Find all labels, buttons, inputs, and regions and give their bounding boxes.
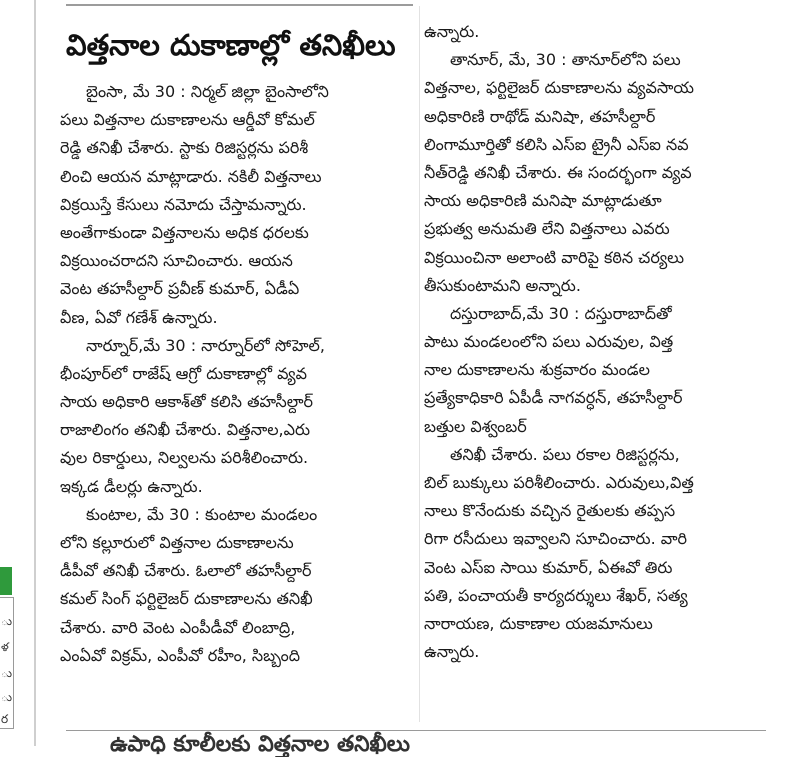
article-text-line: బత్తుల విశ్వంబర్ <box>424 416 527 436</box>
article-text-line: తీసుకుంటామని అన్నారు. <box>424 275 581 295</box>
green-tab <box>0 567 12 595</box>
article-text-line: నీత్‌రెడ్డి తనిఖీ చేశారు. ఈ సందర్భంగా వ్యవ <box>424 162 692 182</box>
article-text-line: రెడ్డి తనిఖీ చేశారు. స్టాకు రిజిస్టర్లను పరిశీ <box>60 138 309 158</box>
article-text-line: విక్రయించరాదని సూచించారు. ఆయన <box>60 251 293 271</box>
article-text-line: ఉన్నారు. <box>424 642 480 662</box>
article-text-line: ఉన్నారు. <box>424 22 480 41</box>
strip-fragment: ు <box>1 690 13 704</box>
article-text-line: డీపీవో తనిఖీ చేశారు. ఓలాలో తహసీల్దార్ <box>60 561 312 581</box>
article-text-line: రాజాలింగం తనిఖీ చేశారు. విత్తనాల,ఎరు <box>60 420 311 440</box>
article-text-line: దస్తురాబాద్,మే 30 : దస్తురాబాద్‌తో <box>450 303 672 323</box>
left-column-text <box>60 78 418 670</box>
article-text-line: అధికారిణి రాథోడ్ మనిషా, తహసీల్దార్ <box>424 106 656 126</box>
strip-fragment: ు <box>1 614 13 628</box>
article-text-line: రిగా రసీదులు ఇవ్వాలని సూచించారు. వారి <box>424 529 687 549</box>
article-text-line: చేశారు. వారి వెంట ఎంపీడీవో లింబాద్రి, <box>60 617 296 637</box>
adjacent-box <box>0 597 14 729</box>
article-text-line: పలు విత్తనాల దుకాణాలను ఆర్డీవో కోమల్ <box>60 110 315 130</box>
next-article-teaser: ఉపాధి కూలీలకు విత్తనాల తనిఖీలు <box>110 732 410 757</box>
article-text-line: భీంపూర్‌లో రాజేష్ ఆగ్రో దుకాణాల్లో వ్యవ <box>60 363 308 383</box>
article-text-line: విక్రయిస్తే కేసులు నమోదు చేస్తామన్నారు. <box>60 194 307 214</box>
article-text-line: విత్తనాల, ఫర్టిలైజర్ దుకాణాలను వ్యవసాయ <box>424 78 694 98</box>
strip-fragment: ళ <box>1 640 9 654</box>
article-text-line: లింగామూర్తితో కలిసి ఎస్ఐ ట్రైనీ ఎస్ఐ నవ <box>424 134 689 154</box>
article-text-line: కమల్ సింగ్ ఫర్టిలైజర్ దుకాణాలను తనిఖీ <box>60 589 313 609</box>
article-text-line: ప్రభుత్వ అనుమతి లేని విత్తనాలు ఎవరు <box>424 219 670 239</box>
article-text-line: వెంట ఎస్ఐ సాయి కుమార్, ఏఈవో తిరు <box>424 557 673 577</box>
article-text-line: నార్నూర్,మే 30 : నార్నూర్‌లో సోహెల్, <box>86 335 325 355</box>
article-text-line: ఎంఏవో విక్రమ్, ఎంపీవో రహీం, సిబ్బంది <box>60 645 300 665</box>
article-text-line: నాల దుకాణాలను శుక్రవారం మండల <box>424 360 650 380</box>
article-text-line: వెంట తహసీల్దార్ ప్రవీణ్ కుమార్, ఏడీఏ <box>60 279 300 299</box>
article-text-line: పతి, పంచాయతీ కార్యదర్శులు శేఖర్, సత్య <box>424 585 688 605</box>
article-text-line: సాయ అధికారిణి మనిషా మాట్లాడుతూ <box>424 191 662 211</box>
article-text-line: లించి ఆయన మాట్లాడారు. నకిలీ విత్తనాలు <box>60 166 322 186</box>
article-text-line: ఇక్కడ డీలర్లు ఉన్నారు. <box>60 476 203 496</box>
article-text-line: పాటు మండలంలోని పలు ఎరువుల, విత్త <box>424 332 674 352</box>
article-text-line: బిల్ బుక్కులు పరిశీలించారు. ఎరువులు,విత్త <box>424 473 694 492</box>
article-text-line: వుల రికార్డులు, నిల్వలను పరిశీలించారు. <box>60 448 309 468</box>
article-text-line: నాలు కొనేందుకు వచ్చిన రైతులకు తప్పస <box>424 501 676 521</box>
article-headline: విత్తనాల దుకాణాల్లో తనిఖీలు <box>66 28 396 62</box>
adjacent-column-strip <box>0 0 38 746</box>
article-text-line: వీణ, ఏవో గణేశ్ ఉన్నారు. <box>60 307 218 327</box>
strip-border <box>34 0 36 746</box>
article-text-line: తానూర్, మే, 30 : తానూర్‌లోని పలు <box>450 50 681 70</box>
article-text-line: లోని కల్లూరులో విత్తనాల దుకాణాలను <box>60 533 294 552</box>
article-text-line: బైంసా, మే 30 : నిర్మల్ జిల్లా బైంసాలోని <box>86 82 329 101</box>
article-text-line: సాయ అధికారి ఆకాశ్‌తో కలిసి తహసీల్దార్ <box>60 392 314 412</box>
article-text-line: నారాయణ, దుకాణాల యజమానులు <box>424 613 653 633</box>
article-text-line: తనిఖీ చేశారు. పలు రకాల రిజిస్టర్లను, <box>450 444 680 464</box>
bottom-rule <box>66 730 766 731</box>
column-separator <box>419 6 420 722</box>
top-rule <box>66 4 413 6</box>
strip-fragment: ు <box>1 666 13 680</box>
strip-fragment: ర <box>1 712 9 726</box>
article-text-line: ప్రత్యేకాధికారి ఏపీడీ నాగవర్ధన్, తహసీల్దార్ <box>424 388 683 408</box>
article-text-line: అంతేగాకుండా విత్తనాలను అధిక ధరలకు <box>60 222 309 242</box>
article-text-line: విక్రయించినా అలాంటి వారిపై కఠిన చర్యలు <box>424 247 685 267</box>
right-column-text <box>424 18 760 666</box>
article-text-line: కుంటాల, మే 30 : కుంటాల మండలం <box>86 504 318 524</box>
